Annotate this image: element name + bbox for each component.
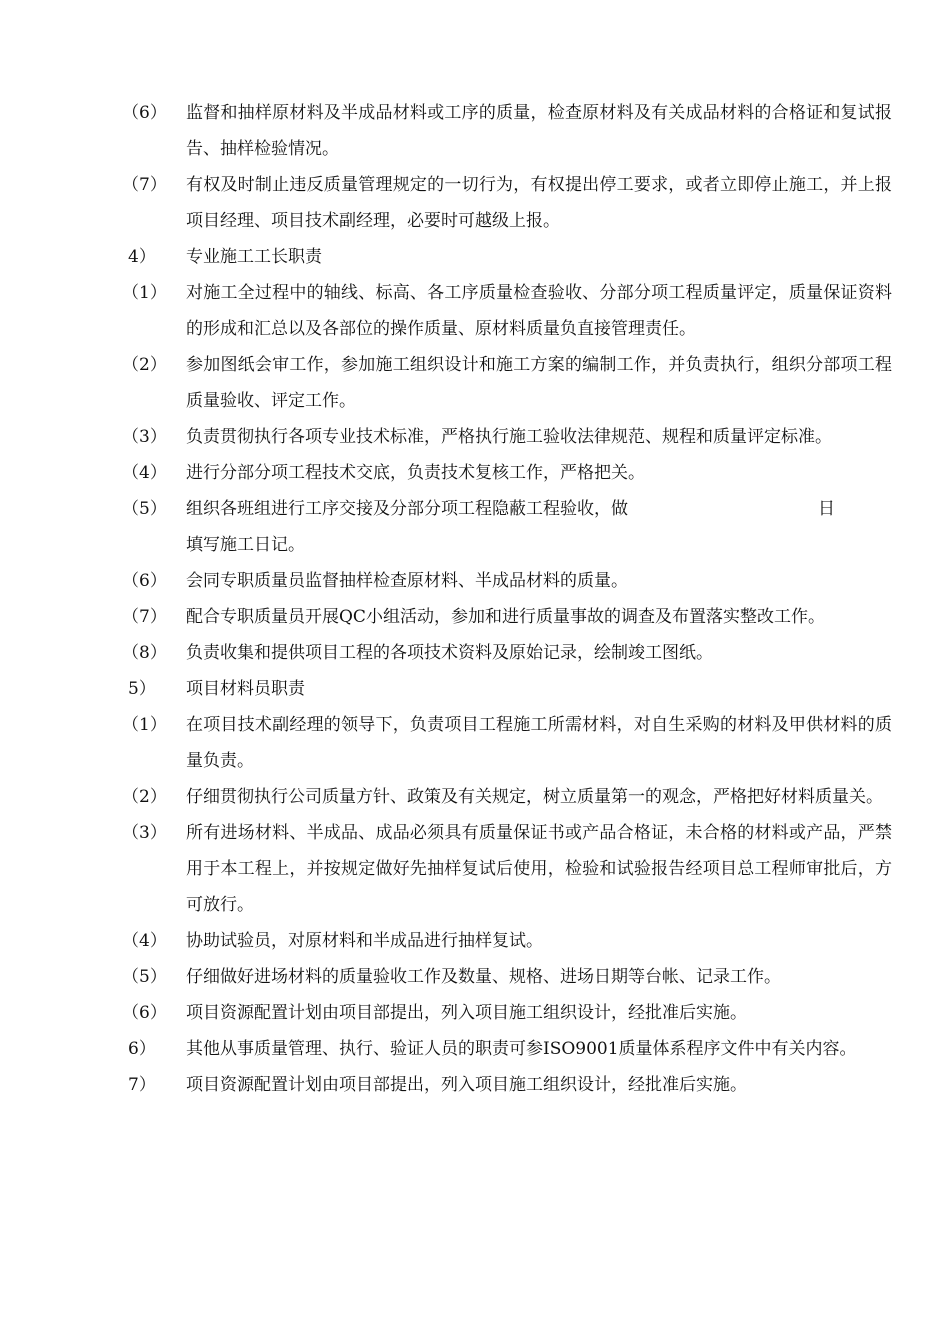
section-number: 4） [128,247,156,267]
list-item [0,815,950,923]
section-text: 其他从事质量管理、执行、验证人员的职责可参ISO9001质量体系程序文件中有关内容。 [186,1039,857,1059]
item-number: （2） [122,787,167,807]
list-item [0,491,950,563]
item-text: 协助试验员，对原材料和半成品进行抽样复试。 [186,931,543,951]
section-heading [0,239,950,275]
item-text: 项目资源配置计划由项目部提出，列入项目施工组织设计，经批准后实施。 [186,1003,747,1023]
list-item [0,167,950,239]
list-item [0,923,950,959]
item-number: （3） [122,823,167,843]
item-text-part: 日 [818,499,835,519]
item-number: （1） [122,283,167,303]
document-page [0,95,950,1103]
item-text: 在项目技术副经理的领导下，负责项目工程施工所需材料，对自生采购的材料及甲供材料的质量负责。 [186,715,892,771]
item-text-part: 组织各班组进行工序交接及分部分项工程隐蔽工程验收，做 [186,499,628,519]
list-item [0,959,950,995]
item-number: （5） [122,499,167,519]
item-text: 仔细做好进场材料的质量验收工作及数量、规格、进场日期等台帐、记录工作。 [186,967,781,987]
section-number: 7） [128,1075,156,1095]
list-item [0,347,950,419]
item-text: 进行分部分项工程技术交底，负责技术复核工作，严格把关。 [186,463,645,483]
list-item [0,455,950,491]
item-number: （6） [122,571,167,591]
list-item [0,779,950,815]
section-heading [0,671,950,707]
item-text: 对施工全过程中的轴线、标高、各工序质量检查验收、分部分项工程质量评定，质量保证资料的形成和汇总以及各部位的操作质量、原材料质量负直接管理责任。 [186,283,892,339]
section-title: 项目材料员职责 [186,679,305,699]
list-item [0,635,950,671]
list-item [0,995,950,1031]
item-text: 监督和抽样原材料及半成品材料或工序的质量，检查原材料及有关成品材料的合格证和复试报告、抽样检验情况。 [186,103,892,159]
list-item [0,707,950,779]
item-number: （6） [122,103,167,123]
item-text-part: 填写施工日记。 [186,535,305,555]
section-number: 6） [128,1039,156,1059]
section-title: 专业施工工长职责 [186,247,322,267]
section-text: 项目资源配置计划由项目部提出，列入项目施工组织设计，经批准后实施。 [186,1075,747,1095]
item-number: （5） [122,967,167,987]
item-text: 有权及时制止违反质量管理规定的一切行为，有权提出停工要求，或者立即停止施工，并上报项目经理、项目技术副经理，必要时可越级上报。 [186,175,892,231]
list-item [0,599,950,635]
item-number: （1） [122,715,167,735]
item-text [186,491,892,563]
section-heading [0,1067,950,1103]
item-number: （7） [122,175,167,195]
item-text: 会同专职质量员监督抽样检查原材料、半成品材料的质量。 [186,571,628,591]
section-number: 5） [128,679,156,699]
item-text: 参加图纸会审工作，参加施工组织设计和施工方案的编制工作，并负责执行，组织分部项工程质量验收、评定工作。 [186,355,892,411]
item-text: 负责贯彻执行各项专业技术标准，严格执行施工验收法律规范、规程和质量评定标准。 [186,427,832,447]
item-text: 负责收集和提供项目工程的各项技术资料及原始记录，绘制竣工图纸。 [186,643,713,663]
item-number: （4） [122,463,167,483]
item-number: （3） [122,427,167,447]
item-text: 所有进场材料、半成品、成品必须具有质量保证书或产品合格证，未合格的材料或产品，严禁用于本工程上，并按规定做好先抽样复试后使用，检验和试验报告经项目总工程师审批后，方可放行。 [186,823,892,915]
item-text: 配合专职质量员开展QC小组活动，参加和进行质量事故的调查及布置落实整改工作。 [186,607,825,627]
section-heading [0,1031,950,1067]
item-text: 仔细贯彻执行公司质量方针、政策及有关规定，树立质量第一的观念，严格把好材料质量关。 [186,787,883,807]
item-number: （4） [122,931,167,951]
list-item [0,95,950,167]
list-item [0,563,950,599]
list-item [0,419,950,455]
item-number: （7） [122,607,167,627]
item-number: （8） [122,643,167,663]
list-item [0,275,950,347]
item-number: （2） [122,355,167,375]
item-number: （6） [122,1003,167,1023]
